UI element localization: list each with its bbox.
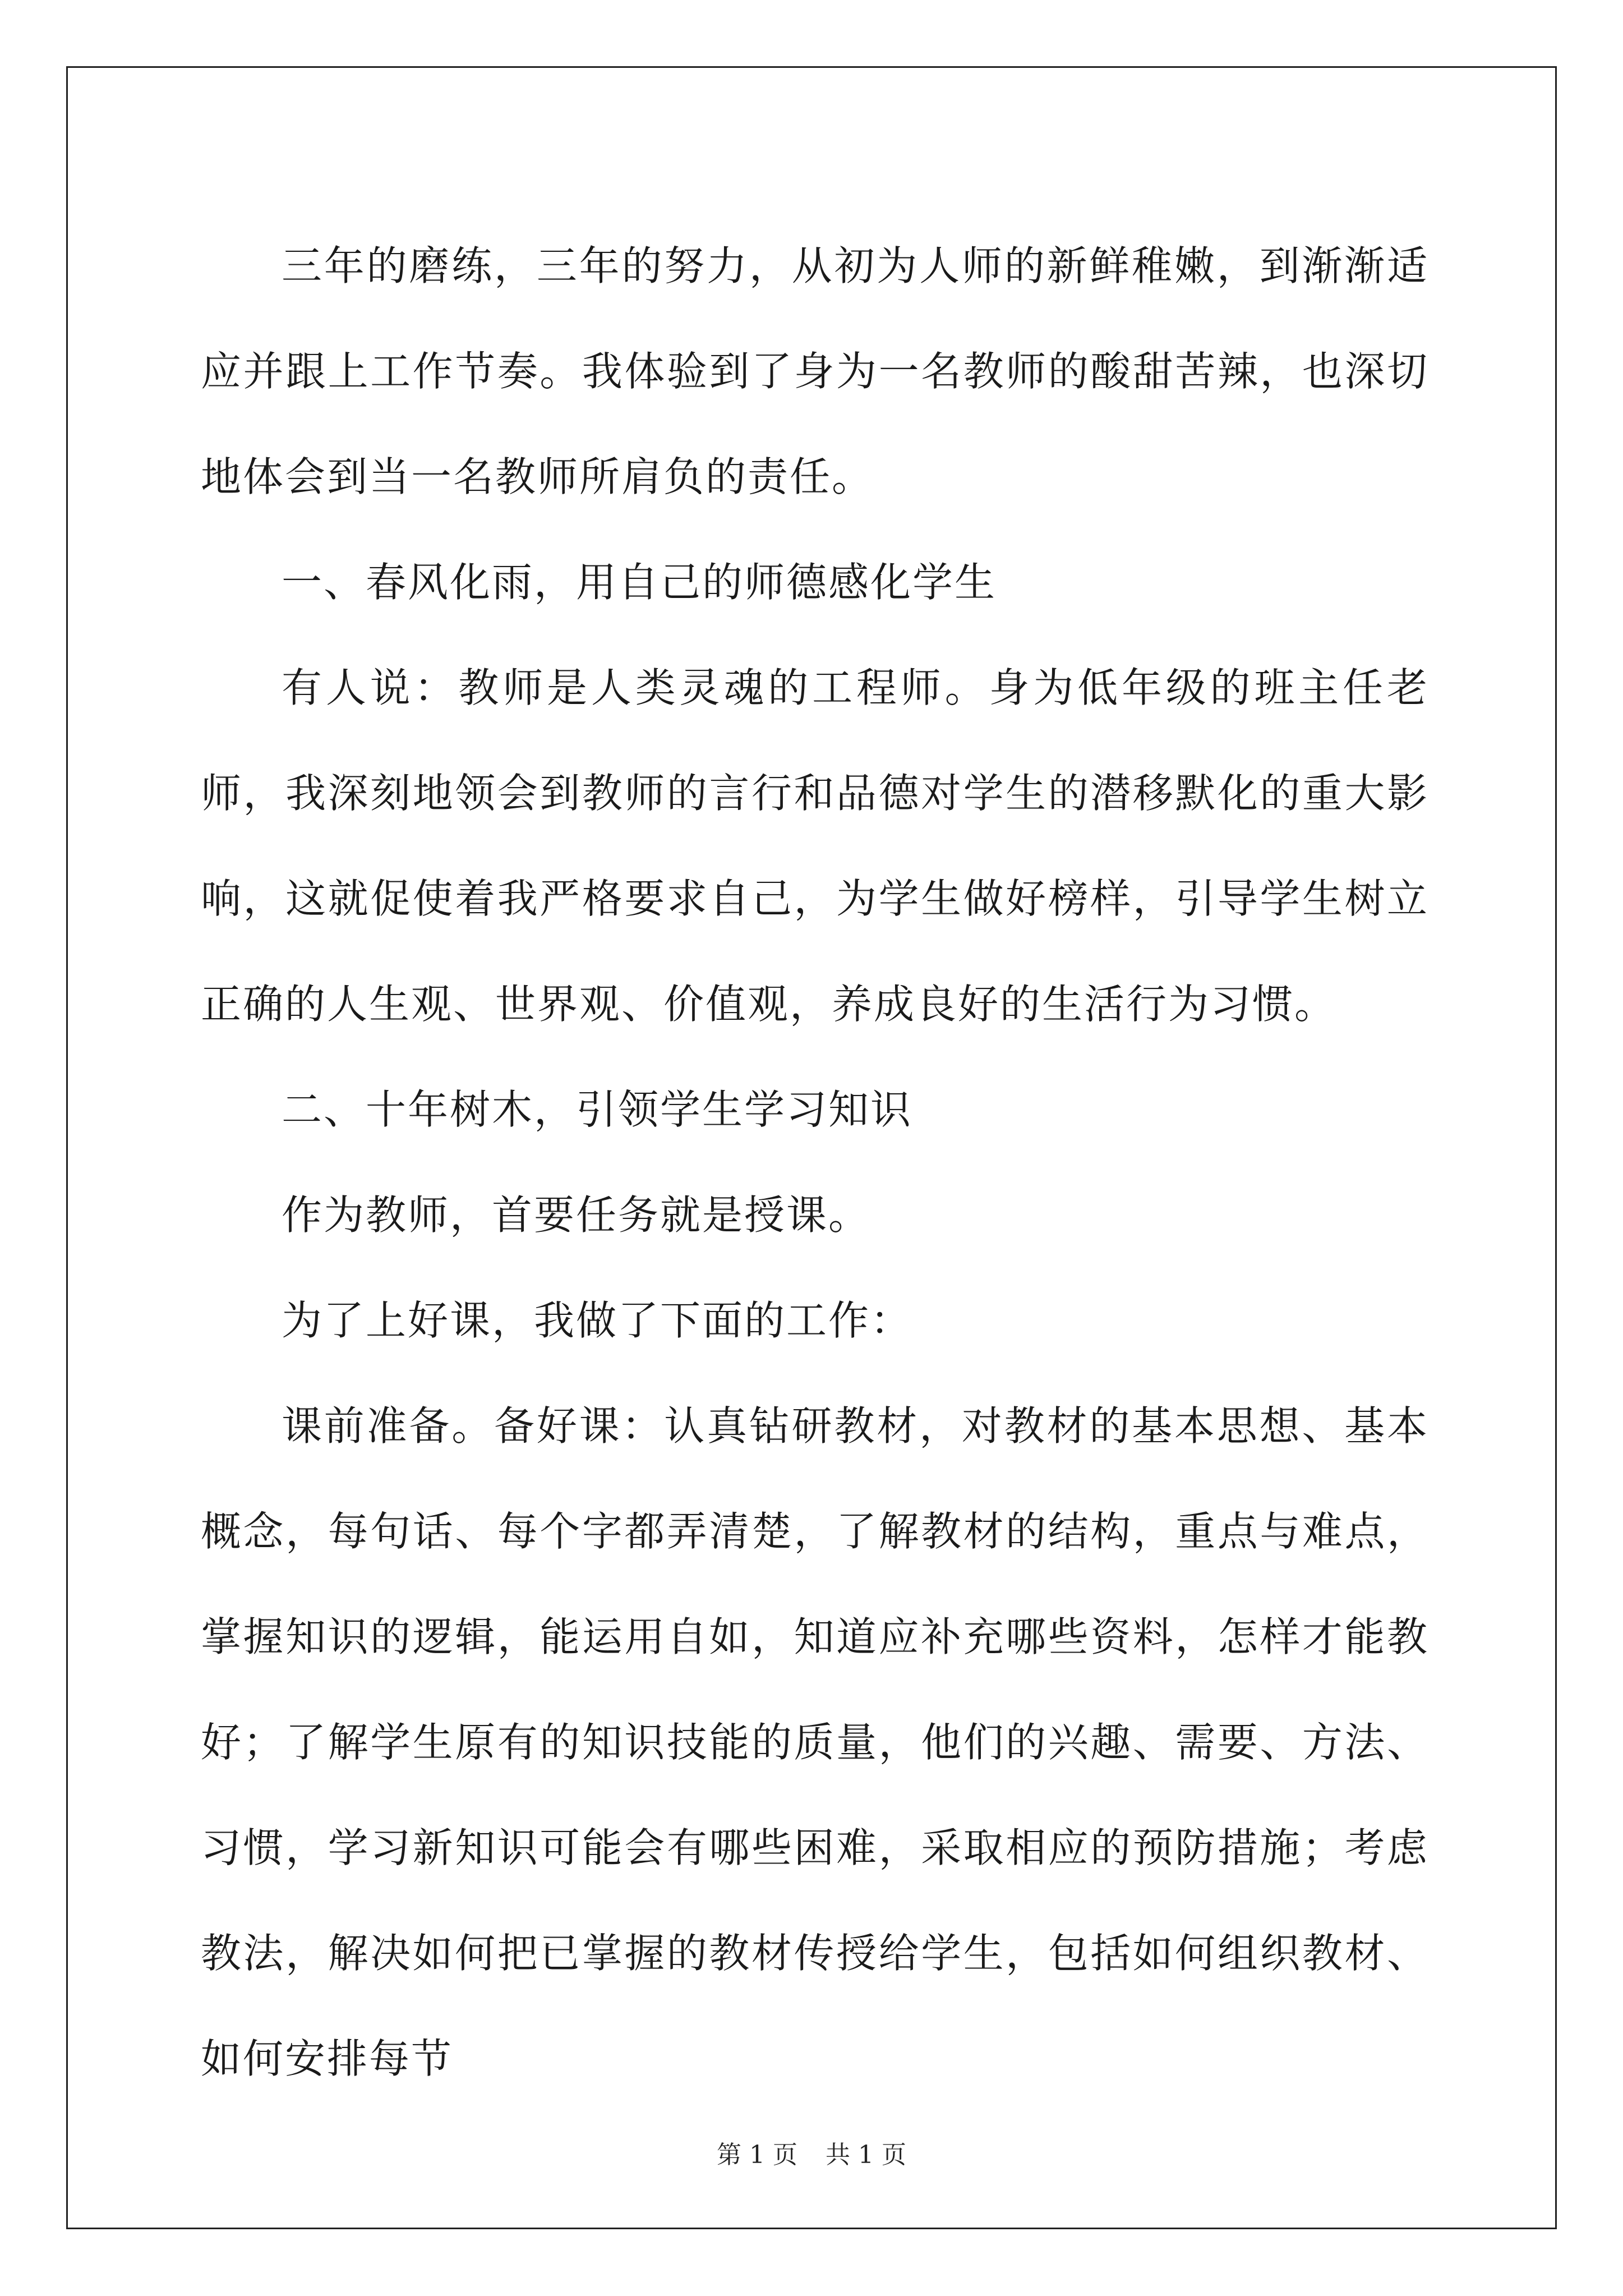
page-total: 共 1 页 — [826, 2141, 906, 2169]
paragraph-teacher-ethics: 有人说：教师是人类灵魂的工程师。身为低年级的班主任老师，我深刻地领会到教师的言行和品德对学生的潜移默化的重大影响，这就促使着我严格要求自己，为学生做好榜样，引导学生树立正确的人生观、世界观、价值观，养成良好的生活行为习惯。 — [201, 664, 1429, 1028]
paragraph-work-intro: 为了上好课，我做了下面的工作： — [282, 1297, 913, 1344]
document-body — [201, 213, 1429, 2111]
paragraph-primary-task: 作为教师，首要任务就是授课。 — [282, 1191, 871, 1239]
section-heading-1: 一、春风化雨，用自己的师德感化学生 — [282, 559, 997, 606]
paragraph-lesson-prep: 课前准备。备好课：认真钻研教材，对教材的基本思想、基本概念，每句话、每个字都弄清楚，了解教材的结构，重点与难点，掌握知识的逻辑，能运用自如，知道应补充哪些资料，怎样才能教好；了解学生原有的知识技能的质量，他们的兴趣、需要、方法、习惯，学习新知识可能会有哪些困难，采取相应的预防措施；考虑教法，解决如何把已掌握的教材传授给学生，包括如何组织教材、如何安排每节 — [201, 1402, 1429, 2082]
page-footer — [0, 2138, 1623, 2172]
page-number: 第 1 页 — [717, 2141, 797, 2169]
section-heading-2: 二、十年树木，引领学生学习知识 — [282, 1086, 913, 1133]
paragraph-intro: 三年的磨练，三年的努力，从初为人师的新鲜稚嫩，到渐渐适应并跟上工作节奏。我体验到了身为一名教师的酸甜苦辣，也深切地体会到当一名教师所肩负的责任。 — [201, 242, 1429, 500]
